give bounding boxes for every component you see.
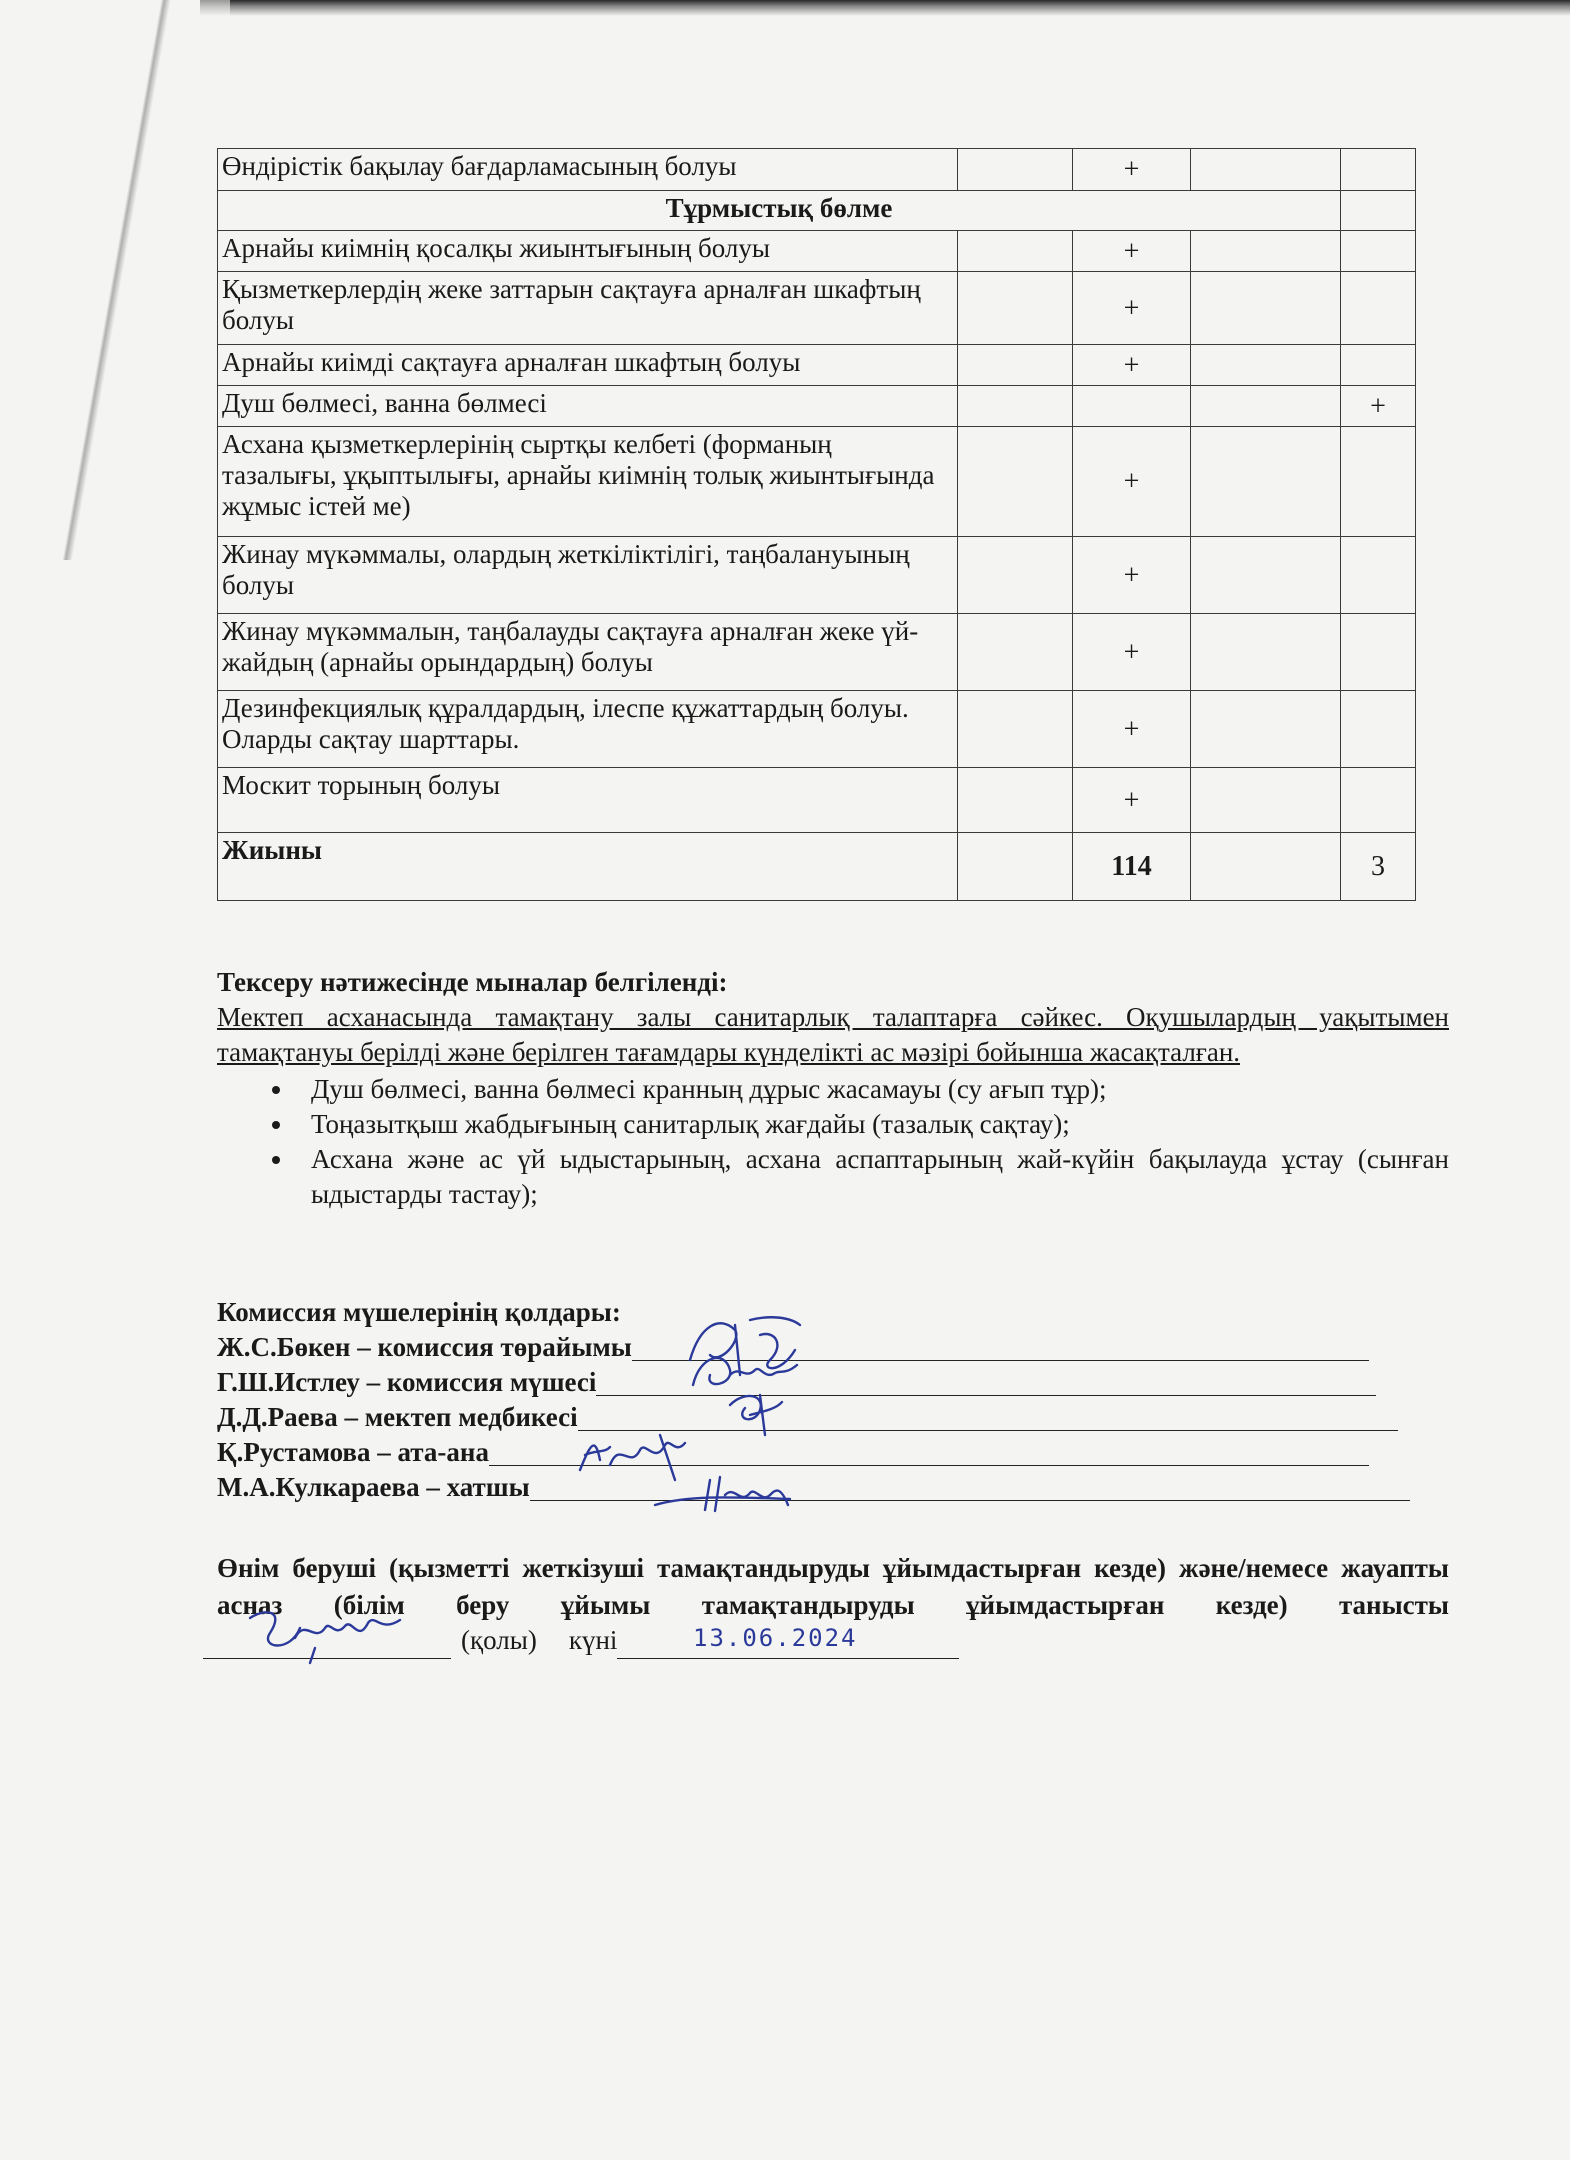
row-label: Қызметкерлердің жеке заттарын сақтауға арналған шкафтың болуы	[218, 272, 958, 345]
signature-row	[217, 1400, 1457, 1435]
table-row	[218, 149, 1416, 191]
row-label: Дезинфекциялық құралдардың, ілеспе құжаттардың болуы. Оларды сақтау шарттары.	[218, 691, 958, 768]
mark-cell: +	[1073, 768, 1191, 833]
list-item: • Тоңазытқыш жабдығының санитарлық жағдайы (тазалық сақтау);	[295, 1107, 1449, 1142]
date-caption: күні	[568, 1625, 618, 1655]
acknowledgement-text: Өнім беруші (қызметті жеткізуші тамақтандыруды ұйымдастырған кезде) және/немесе жауапты асназ (білім беру ұйымы тамақтандыруды ұйымдастырған кезде) танысты	[217, 1553, 1449, 1620]
mark-cell	[1341, 691, 1416, 768]
section-row	[218, 191, 1416, 231]
section-title: Тұрмыстық бөлме	[218, 191, 1341, 231]
empty-cell	[1341, 191, 1416, 231]
signature-row	[217, 1365, 1457, 1400]
mark-cell	[1191, 149, 1341, 191]
table-row	[218, 768, 1416, 833]
mark-cell	[1191, 691, 1341, 768]
member-name: Қ.Рустамова – ата-ана	[217, 1437, 489, 1467]
total-cell: 3	[1341, 833, 1416, 901]
mark-cell	[1191, 537, 1341, 614]
mark-cell	[1341, 537, 1416, 614]
checklist-table	[217, 148, 1416, 901]
row-label: Арнайы киімді сақтауға арналған шкафтың болуы	[218, 345, 958, 386]
signature-row	[217, 1470, 1457, 1505]
mark-cell	[1341, 149, 1416, 191]
mark-cell	[1341, 345, 1416, 386]
mark-cell: +	[1073, 614, 1191, 691]
mark-cell	[958, 386, 1073, 427]
member-name: Ж.С.Бөкен – комиссия төрайымы	[217, 1332, 632, 1362]
row-label: Жинау мүкәммалы, олардың жеткіліктілігі, таңбалануының болуы	[218, 537, 958, 614]
table-row	[218, 537, 1416, 614]
row-label: Арнайы киімнің қосалқы жиынтығының болуы	[218, 231, 958, 272]
mark-cell	[958, 691, 1073, 768]
total-label: Жиыны	[218, 833, 958, 901]
mark-cell	[958, 427, 1073, 537]
mark-cell	[1341, 614, 1416, 691]
mark-cell: +	[1073, 537, 1191, 614]
signature-row	[217, 1330, 1457, 1365]
mark-cell	[1341, 768, 1416, 833]
signature-line	[489, 1439, 1369, 1466]
mark-cell	[1191, 614, 1341, 691]
mark-cell	[958, 537, 1073, 614]
mark-cell	[1191, 272, 1341, 345]
findings-section	[217, 965, 1449, 1212]
signature-line	[530, 1474, 1410, 1501]
mark-cell	[958, 614, 1073, 691]
table-row	[218, 345, 1416, 386]
mark-cell	[958, 149, 1073, 191]
commission-heading: Комиссия мүшелерінің қолдары:	[217, 1297, 621, 1327]
mark-cell: +	[1073, 231, 1191, 272]
handwritten-date: 13.06.2024	[693, 1624, 858, 1652]
commission-section	[217, 1295, 1457, 1505]
mark-cell: +	[1073, 427, 1191, 537]
table-row	[218, 427, 1416, 537]
findings-list	[217, 1072, 1449, 1212]
mark-cell	[1341, 272, 1416, 345]
row-label: Жинау мүкәммалын, таңбалауды сақтауға арналған жеке үй-жайдың (арнайы орындардың) болуы	[218, 614, 958, 691]
table-row	[218, 231, 1416, 272]
signature-line	[632, 1334, 1369, 1361]
mark-cell	[1341, 427, 1416, 537]
mark-cell	[1191, 386, 1341, 427]
scan-edge-left	[0, 0, 230, 560]
list-item: • Душ бөлмесі, ванна бөлмесі кранның дұрыс жасамауы (су ағып тұр);	[295, 1072, 1449, 1107]
member-name: Г.Ш.Истлеу – комиссия мүшесі	[217, 1367, 597, 1397]
mark-cell	[1341, 231, 1416, 272]
signature-caption: (қолы)	[461, 1625, 537, 1655]
signature-blank	[203, 1628, 451, 1659]
row-label: Москит торының болуы	[218, 768, 958, 833]
table-row	[218, 386, 1416, 427]
mark-cell	[958, 272, 1073, 345]
member-name: М.А.Кулкараева – хатшы	[217, 1472, 530, 1502]
member-name: Д.Д.Раева – мектеп медбикесі	[217, 1402, 578, 1432]
total-cell: 114	[1073, 833, 1191, 901]
table-row	[218, 691, 1416, 768]
table-row	[218, 614, 1416, 691]
row-label: Өндірістік бақылау бағдарламасының болуы	[218, 149, 958, 191]
signature-line	[578, 1404, 1398, 1431]
scan-edge-top	[200, 0, 1570, 16]
mark-cell	[1191, 768, 1341, 833]
findings-summary: Мектеп асханасында тамақтану залы санитарлық талаптарға сәйкес. Оқушылардың уақытымен тамақтануы берілді және берілген тағамдары күнделікті ас мәзірі бойынша жасақталған.	[217, 1002, 1449, 1067]
mark-cell	[958, 345, 1073, 386]
total-cell	[958, 833, 1073, 901]
mark-cell	[1191, 427, 1341, 537]
mark-cell: +	[1073, 345, 1191, 386]
findings-heading: Тексеру нәтижесінде мыналар белгіленді:	[217, 967, 728, 997]
signature-row	[217, 1435, 1457, 1470]
mark-cell	[1191, 231, 1341, 272]
mark-cell: +	[1073, 272, 1191, 345]
mark-cell: +	[1073, 149, 1191, 191]
mark-cell	[1191, 345, 1341, 386]
mark-cell	[958, 768, 1073, 833]
total-row	[218, 833, 1416, 901]
list-item: • Асхана және ас үй ыдыстарының, асхана аспаптарының жай-күйін бақылауда ұстау (сынған ыдыстарды тастау);	[295, 1142, 1449, 1212]
mark-cell	[1073, 386, 1191, 427]
table-row	[218, 272, 1416, 345]
row-label: Асхана қызметкерлерінің сыртқы келбеті (форманың тазалығы, ұқыптылығы, арнайы киімнің толық жиынтығында жұмыс істей ме)	[218, 427, 958, 537]
mark-cell	[958, 231, 1073, 272]
signature-line	[596, 1369, 1376, 1396]
mark-cell: +	[1341, 386, 1416, 427]
total-cell	[1191, 833, 1341, 901]
row-label: Душ бөлмесі, ванна бөлмесі	[218, 386, 958, 427]
mark-cell: +	[1073, 691, 1191, 768]
